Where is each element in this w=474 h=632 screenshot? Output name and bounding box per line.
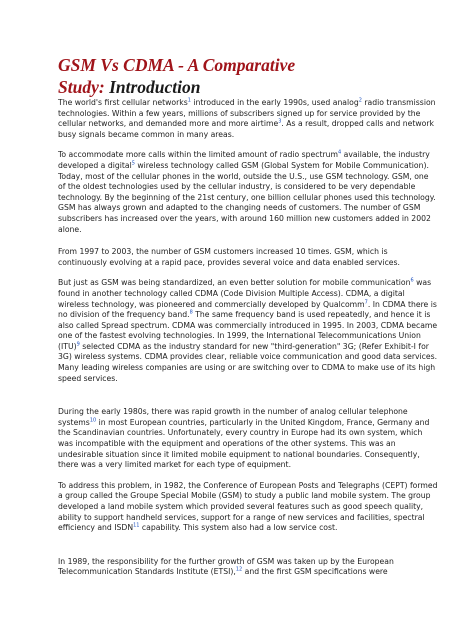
p2-text-a: To accommodate more calls within the limited amount of radio spectrum — [58, 150, 339, 160]
footnote-ref-12[interactable]: 12 — [235, 566, 243, 573]
p5-text-b: in most European countries, particularly in the United Kingdom, France, Germany and the Scandinavian countries. Unfortunately, every country in Europe had its own system, which was incompatible with the equipment and operations of the other systems. This was an undesirable situation since it limited mobile equipment to national boundaries. Consequently, there was a very limited market for each type of equipment. — [58, 417, 430, 470]
p1-text-c: radio transmission technologies. Within a few years, millions of subscribers signed up for service provided by the cellular networks, and demanded more and more airtime — [58, 98, 436, 129]
footnote-ref-11[interactable]: 11 — [133, 522, 140, 529]
document-page — [58, 54, 438, 578]
p4-text-b: was found in another technology called CDMA (Code Division Multiple Access). CDMA, a digital wireless technology, was pioneered and commercially developed by Qualcomm — [58, 278, 432, 309]
p4-text-e: selected CDMA as the industry standard for new "third-generation" 3G; (Refer Exhibit-I for 3G) wireless systems. CDMA provides clear, reliable voice communication and good data services. Many leading wireless companies are using or are switching over to CDMA to make use of its high speed services. — [58, 341, 438, 383]
footnote-ref-5[interactable]: 5 — [131, 160, 135, 167]
title-line-2 — [58, 76, 438, 98]
paragraph-3: From 1997 to 2003, the number of GSM customers increased 10 times. GSM, which is continuously evolving at a rapid pace, provides several voice and data enabled services. — [58, 247, 400, 267]
paragraph-5 — [58, 407, 438, 471]
p1-text-b: introduced in the early 1990s, used analog — [190, 98, 359, 107]
p1-text-a: The world's first cellular networks — [58, 98, 188, 107]
paragraph-1 — [58, 98, 438, 140]
title-line-1: GSM Vs CDMA - A Comparative — [58, 55, 296, 75]
p7-text-b: and the first GSM specifications were — [242, 567, 388, 577]
paragraph-6 — [58, 481, 438, 534]
p4-text-d: The same frequency band is used repeatedly, and hence it is also called Spread spectrum. CDMA was commercially introduced in 1995. In 2003, CDMA became one of the fastest evolving technologies. In 1999, the International Telecommunications Union (ITU) — [58, 310, 438, 351]
p2-text-c: wireless technology called GSM (Global System for Mobile Communication). Today, most of the cellular phones in the world, outside the U.S., use GSM technology. GSM, one of the oldest technologies used by the cellular industry, is considered to be very dependable technology. By the beginning of the 21st century, one billion cellular phones used this technology. GSM has always grown and adapted to the changing needs of customers. The number of GSM subscribers has increased over the years, with around 160 million new customers added in 2002 alone. — [58, 160, 436, 234]
footnote-ref-7[interactable]: 7 — [364, 298, 368, 305]
document-title — [58, 54, 438, 98]
p5-text-a: During the early 1980s, there was rapid growth in the number of analog cellular telephone systems — [58, 407, 408, 427]
footnote-ref-9[interactable]: 9 — [76, 341, 80, 348]
p2-text-b: available, the industry developed a digital — [58, 150, 430, 170]
footnote-ref-10[interactable]: 10 — [89, 417, 97, 424]
footnote-ref-2[interactable]: 2 — [358, 97, 362, 104]
p1-text-d: . As a result, dropped calls and network busy signals became common in many areas. — [58, 119, 434, 139]
title-study: Study: — [58, 77, 110, 97]
footnote-ref-3[interactable]: 3 — [278, 118, 282, 125]
p6-text-a: To address this problem, in 1982, the Conference of European Posts and Telegraphs (CEPT) formed a group called the Groupe Special Mobile (GSM) to study a public land mobile system. The group developed a land mobile system which provided several features such as good speech quality, ability to support handheld services, support for a range of new services and facilities, spectral efficiency and ISDN — [58, 480, 438, 533]
footnote-ref-4[interactable]: 4 — [338, 149, 342, 156]
footnote-ref-1[interactable]: 1 — [187, 97, 191, 104]
paragraph-7 — [58, 557, 438, 578]
p4-text-c: . In CDMA there is no division of the frequency band. — [58, 299, 437, 320]
footnote-ref-8[interactable]: 8 — [189, 309, 193, 316]
title-introduction: Introduction — [109, 77, 201, 97]
paragraph-4 — [58, 278, 438, 384]
paragraph-2 — [58, 150, 438, 235]
p4-text-a: But just as GSM was being standardized, an even better solution for mobile communication — [58, 278, 411, 288]
p7-text-a: In 1989, the responsibility for the further growth of GSM was taken up by the European Telecommunication Standards Institute (ETSI), — [58, 556, 394, 577]
footnote-ref-6[interactable]: 6 — [410, 277, 414, 284]
p6-text-b: capability. This system also had a low service cost. — [139, 523, 338, 533]
